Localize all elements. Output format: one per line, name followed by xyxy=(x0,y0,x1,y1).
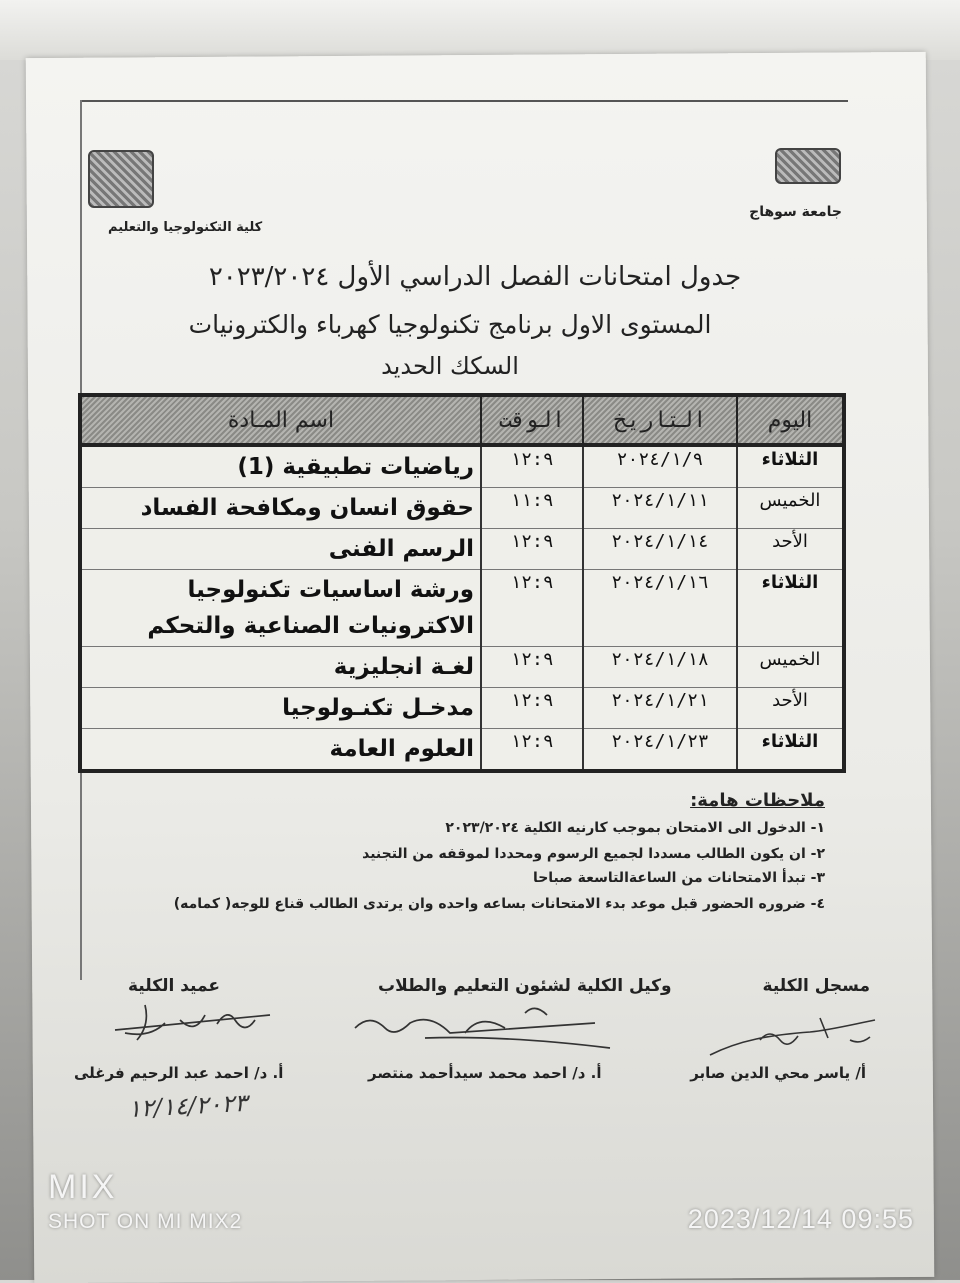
cell-day: الأحد xyxy=(737,688,844,729)
cell-date: ٢٠٢٤/١/١٤ xyxy=(583,529,737,570)
table-row xyxy=(80,570,844,647)
notes-title: ملاحظات هامة: xyxy=(690,790,825,811)
camera-brand-watermark: MIX xyxy=(48,1168,118,1206)
department-name: السكك الحديد xyxy=(381,352,519,380)
vice-dean-signature xyxy=(345,998,625,1058)
cell-time: ١٢:٩ xyxy=(481,570,583,647)
table-row xyxy=(80,529,844,570)
header-subject: اسم المـادة xyxy=(80,395,481,445)
cell-subject: العلوم العامة xyxy=(80,729,481,772)
cell-time: ١٢:٩ xyxy=(481,529,583,570)
cell-subject xyxy=(80,570,481,647)
university-name: جامعة سوهاج xyxy=(749,204,842,220)
table-row xyxy=(80,488,844,529)
registrar-title: مسجل الكلية xyxy=(762,976,870,996)
note-item: ٣- تبدأ الامتحانات من الساعةالتاسعة صباحا xyxy=(532,870,825,886)
header-date: التاريخ xyxy=(583,395,737,445)
dean-signature xyxy=(95,995,285,1055)
cell-time: ١٢:٩ xyxy=(481,647,583,688)
registrar-name: أ/ ياسر محي الدين صابر xyxy=(690,1064,866,1082)
cell-date: ٢٠٢٤/١/١٨ xyxy=(583,647,737,688)
cell-subject: لغـة انجليزية xyxy=(80,647,481,688)
cell-time: ١١:٩ xyxy=(481,488,583,529)
cell-date: ٢٠٢٤/١/٢١ xyxy=(583,688,737,729)
table-row xyxy=(80,445,844,488)
cell-date: ٢٠٢٤/١/٢٣ xyxy=(583,729,737,772)
cell-day: الثلاثاء xyxy=(737,729,844,772)
cell-day: الثلاثاء xyxy=(737,570,844,647)
cell-time: ١٢:٩ xyxy=(481,445,583,488)
cell-time: ١٢:٩ xyxy=(481,688,583,729)
header-time: الوقت xyxy=(481,395,583,445)
cell-time: ١٢:٩ xyxy=(481,729,583,772)
handwritten-date: ١٢/١٤/٢٠٢٣ xyxy=(127,1088,248,1124)
camera-timestamp: 2023/12/14 09:55 xyxy=(687,1204,914,1234)
cell-day: الخميس xyxy=(737,647,844,688)
vice-dean-title: وكيل الكلية لشئون التعليم والطلاب xyxy=(378,976,672,996)
vice-dean-name: أ. د/ احمد محمد سيدأحمد منتصر xyxy=(368,1064,602,1082)
cell-day: الأحد xyxy=(737,529,844,570)
cell-date: ٢٠٢٤/١/٩ xyxy=(583,445,737,488)
note-item: ٤- ضروره الحضور قبل موعد بدء الامتحانات بساعه واحده وان يرتدى الطالب قناع للوجه( كمامه) xyxy=(173,896,825,912)
faculty-name: كلية التكنولوجيا والتعليم xyxy=(108,220,263,235)
cell-subject: مدخـل تكنـولوجيا xyxy=(80,688,481,729)
cell-day: الثلاثاء xyxy=(737,445,844,488)
table-header-row xyxy=(80,395,844,445)
dean-title: عميد الكلية xyxy=(128,976,220,996)
cell-day: الخميس xyxy=(737,488,844,529)
table-row xyxy=(80,729,844,772)
note-item: ٢- ان يكون الطالب مسددا لجميع الرسوم ومحددا لموقفه من التجنيد xyxy=(362,846,825,862)
cell-subject: رياضيات تطبيقية (1) xyxy=(80,445,481,488)
cell-subject-line1: ورشة اساسيات تكنولوجيا xyxy=(187,577,474,603)
document-subtitle: المستوى الاول برنامج تكنولوجيا كهرباء والكترونيات xyxy=(188,310,712,339)
registrar-signature xyxy=(700,1010,890,1060)
document-title: جدول امتحانات الفصل الدراسي الأول ٢٠٢٣/٢٠٢٤ xyxy=(208,262,742,292)
header-day: اليوم xyxy=(737,395,844,445)
cell-subject: حقوق انسان ومكافحة الفساد xyxy=(80,488,481,529)
dean-name: أ. د/ احمد عبد الرحيم فرغلى xyxy=(74,1064,284,1082)
cell-date: ٢٠٢٤/١/١٦ xyxy=(583,570,737,647)
cell-subject: الرسم الفنى xyxy=(80,529,481,570)
note-item: ١- الدخول الى الامتحان بموجب كارنيه الكلية ٢٠٢٣/٢٠٢٤ xyxy=(445,820,825,836)
university-logo xyxy=(775,148,841,184)
cell-subject-line2: الاكترونيات الصناعية والتحكم xyxy=(147,613,474,639)
faculty-logo xyxy=(88,150,154,208)
table-row xyxy=(80,688,844,729)
table-row xyxy=(80,647,844,688)
background-top xyxy=(0,0,960,60)
exam-schedule-table xyxy=(78,393,846,773)
camera-shot-on-watermark: SHOT ON MI MIX2 xyxy=(48,1210,243,1233)
cell-date: ٢٠٢٤/١/١١ xyxy=(583,488,737,529)
page-frame-top xyxy=(80,100,848,102)
